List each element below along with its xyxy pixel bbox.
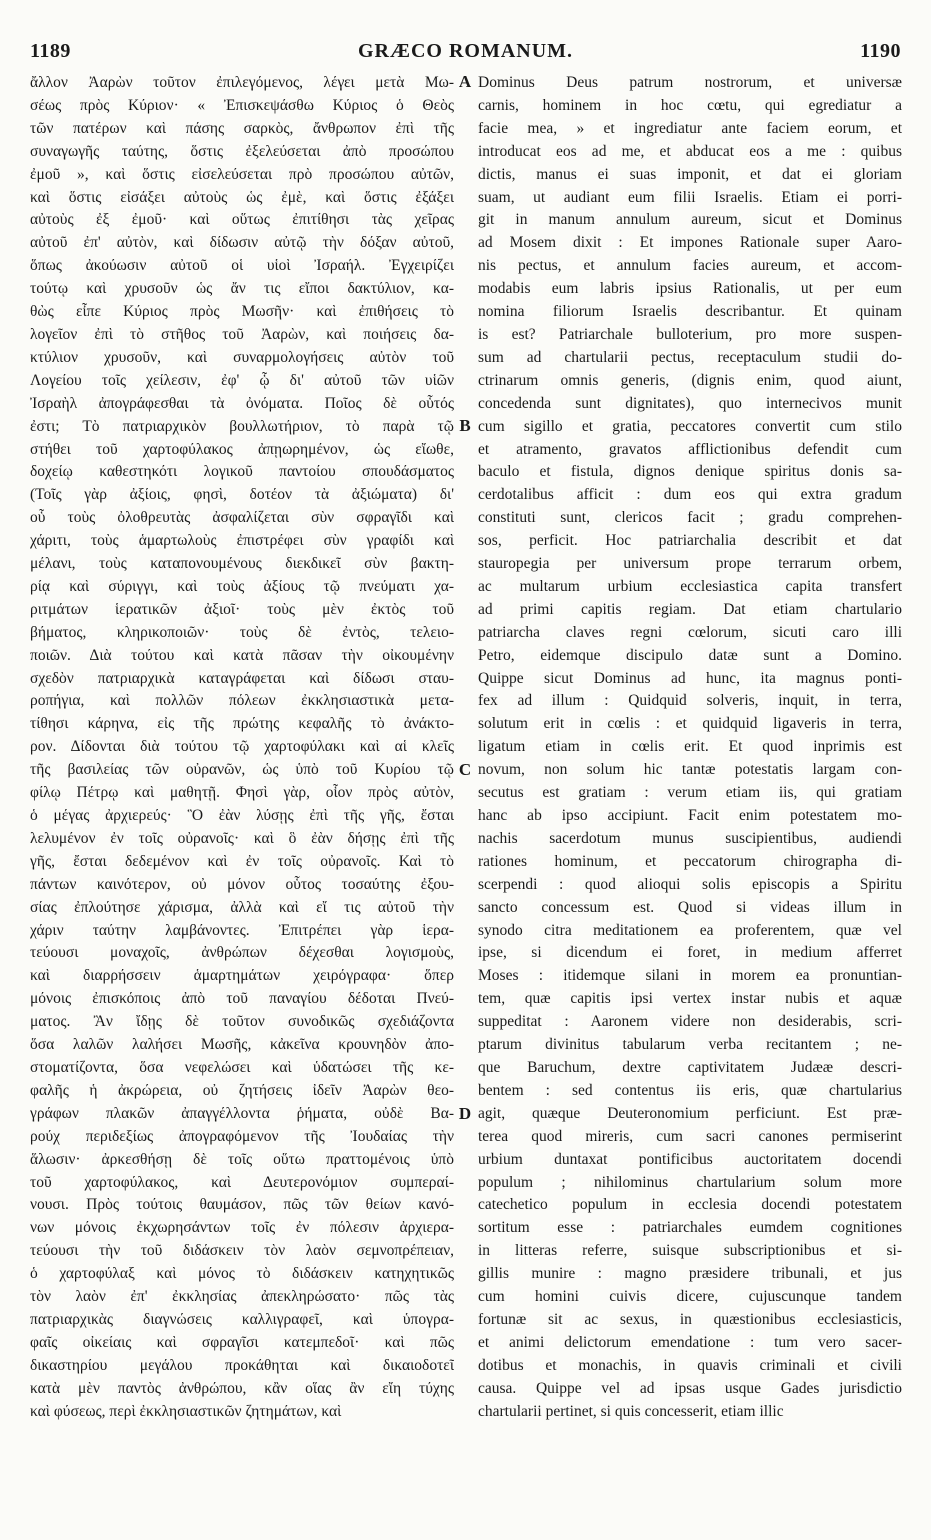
latin-text-line: novum, non solum hic tantæ potestatis largam con- [478,761,902,779]
latin-text-line: ad Mosem dixit : Et impones Rationale super Aaro- [478,234,902,252]
greek-text-line: τούτῳ καὶ χρυσοῦν ὡς ἄν τις εἴποι δακτύλιον, κα- [30,280,454,298]
greek-text-line: χάριτι, τοὺς ἁμαρτωλοὺς ἐπιστρέφει σὺν γραφίδι καὶ [30,532,454,550]
greek-text-line: τεύουσι μοναχοῖς, ἀνθρώπων δέχεσθαι λογισμοὺς, [30,944,454,962]
greek-text-line: καὶ ὅστις εἰσάξει αὐτοὺς ὡς ἐμὲ, καὶ ὅστις ἐξάξει [30,188,454,206]
latin-text-line: introducat eos ad me, et abducat eos a me : quibus [478,142,902,160]
greek-text-line: ρον. Δίδονται διὰ τούτου τῷ χαρτοφύλακι καὶ αἱ κλεῖς [30,738,454,756]
greek-text-line: γράφων πλακῶν ἀπαγγέλλοντα ῥήματα, οὐδὲ Βα- [30,1104,454,1122]
greek-text-line: ρίᾳ καὶ σύριγγι, καὶ τοὺς ἀξίους τῷ πνεύματι χα- [30,577,454,595]
greek-text-line: φίλῳ Πέτρῳ καὶ μαθητῇ. Φησὶ γὰρ, οἷον πρὸς αὐτὸν, [30,784,454,802]
latin-text-line: agit, quæque Deuteronomium perficiunt. Est præ- [478,1104,902,1122]
latin-text-line: synodo citra meditationem ea proferentem, quæ vel [478,921,902,939]
section-marker-c: C [458,760,472,779]
greek-column [30,72,454,1512]
latin-text-line: sum ad chartularii pectus, receptaculum studii do- [478,348,902,366]
latin-text-line: is est? Patriarchale bulloterium, pro more suspen- [478,325,902,343]
greek-text-line: ματος. Ἂν ἴδῃς δὲ τοῦτον συνοδικῶς σχεδιάζοντα [30,1013,454,1031]
latin-text-line: tem, quæ capitis ipsi vertex instar nubis et aquæ [478,990,902,1008]
greek-text-line: (Τοῖς γὰρ ἀξίοις, φησὶ, δοτέον τὰ ἀξιώματα) δι' [30,486,454,504]
latin-text-line: ctrinarum omnis generis, (dignis enim, quod aiunt, [478,371,902,389]
latin-text-line: baculo et fistula, dignos denique spiritus donis sa- [478,463,902,481]
greek-text-line: αὐτοὺς ἐξ ἐμοῦ· καὶ οὕτως ἐπιτίθησι τὰς χεῖρας [30,211,454,229]
greek-text-line: καὶ διαρρήσσειν ἁμαρτημάτων χειρόγραφα· ὅπερ [30,967,454,985]
latin-text-line: cum sigillo et gratia, peccatores convertit cum stilo [478,417,902,435]
greek-text-line: τῆς βασιλείας τῶν οὐρανῶν, ὡς ὑπὸ τοῦ Κυρίου τῷ [30,761,454,779]
latin-text-line: ac multarum urbium ecclesiastica capita transfert [478,577,902,595]
latin-text-line: et atramento, gravatos afflictionibus defendit cum [478,440,902,458]
greek-text-line: Ἰσραὴλ ἀπογράφεσθαι τὰ ὀνόματα. Ποῖος δὲ οὗτός [30,394,454,412]
latin-text-line: nis pectus, et annulum facies aureum, et accom- [478,257,902,275]
latin-text-line: sos, perficit. Hoc patriarchalia describit et dat [478,532,902,550]
latin-text-line: chartularii pertinet, si quis concesserit, etiam illic [478,1402,784,1420]
greek-text-line: σχεδὸν πατριαρχικὰ καταγράφεται καὶ δίδωσι σταυ- [30,669,454,687]
page-number-left: 1189 [30,40,71,62]
greek-text-line: τὸν λαὸν ἐπ' ἐκκλησίας ἀπεκληρώσατο· πῶς τὰς [30,1288,454,1306]
latin-text-line: suam, ut audiant eum filii Israelis. Etiam ei porri- [478,188,902,206]
latin-text-line: gillis munire : magno præsidere tribunali, et jus [478,1265,902,1283]
greek-text-line: ὁ μέγας ἀρχιερεύς· Ὃ ἐὰν λύσῃς ἐπὶ τῆς γῆς, ἔσται [30,807,454,824]
greek-text-line: θὼς εἶπε Κύριος πρὸς Μωσῆν· καὶ ἐπιθήσεις τὸ [30,303,454,321]
latin-text-line: Dominus Deus patrum nostrorum, et universæ [478,74,902,91]
latin-text-line: stauropegia per universum prope terrarum orbem, [478,555,902,573]
greek-text-line: συναγωγῆς ταύτης, ὅστις ἐξελεύσεται ἀπὸ προσώπου [30,142,454,160]
greek-text-line: πάντων καινότερον, οὐ μόνον οὗτος τοσαύτης ἐξου- [30,875,454,893]
latin-text-line: ipse, si dicendum ei foret, in medium afferret [478,944,902,962]
section-marker-d: D [458,1104,472,1123]
greek-text-line: τῶν πατέρων καὶ πάσης σαρκὸς, ἄνθρωπον ἐπὶ τῆς [30,119,454,137]
greek-text-line: τοῦ χαρτοφύλακος, καὶ Δευτερονόμιον συμπεραί- [30,1173,454,1191]
greek-text-line: λογεῖον ἐπὶ τὸ στῆθος τοῦ Ἀαρὼν, καὶ ποιήσεις δα- [30,325,454,343]
latin-text-line: ligatum etiam in cœlis erit. Et quod inprimis est [478,738,902,756]
latin-text-line: urbium duntaxat pontificibus auctoritatem docendi [478,1150,902,1168]
latin-text-line: populum ; nihilominus chartularium solum more [478,1173,902,1191]
section-marker-b: B [459,416,471,435]
greek-text-line: στοματίζοντα, ὅσα νεφελώσει καὶ ὑδατώσει τῆς κε- [30,1058,454,1076]
latin-text-line: cerdotalibus afficit : dum eos qui extra gradum [478,486,902,504]
latin-text-line: et animi delictorum emendatione : tum vero sacer- [478,1333,902,1351]
latin-text-line: terea quod mireris, cum sacri canones permiserint [478,1127,902,1145]
greek-text-line: λελυμένον ἐν τοῖς οὐρανοῖς· καὶ ὃ ἐὰν δήσῃς ἐπὶ τῆς [30,829,454,847]
latin-text-line: sancto concessum est. Quod si videas illum in [478,898,902,916]
greek-text-line: κτύλιον χρυσοῦν, καὶ συναρμολογήσεις αὐτὸν τοῦ [30,348,454,366]
running-title: GRÆCO ROMANUM. [357,40,574,62]
page-header [30,40,901,72]
greek-text-line: ὁ χαρτοφύλαξ καὶ μόνος τὸ διδάσκειν κατηχητικῶς [30,1265,454,1283]
greek-text-line: φαῖς οἰκείαις καὶ σφραγῖσι κατεμπεδοῖ· καὶ πῶς [30,1333,454,1351]
greek-text-line: τίθησι κάρηνα, εἰς τῆς πρώτης κεφαλῆς τὸ ἀνάκτο- [30,715,454,733]
latin-text-line: catechetico populum in ecclesia docendi potestatem [478,1196,902,1214]
latin-text-line: hanc ab ipso accipiunt. Facit enim potestatem mo- [478,807,902,824]
greek-text-line: πατριαρχικὰς διαγνώσεις καλλιγραφεῖ, καὶ ὑπογρα- [30,1310,454,1328]
latin-text-line: patriarcha claves regni cœlorum, sicuti caro illi [478,623,902,641]
greek-text-line: Λογείου τοῖς χείλεσιν, ἐφ' ᾧ δι' αὐτοῦ τῶν υἱῶν [30,371,454,389]
latin-text-line: constituti sunt, clericos facit ; gradu comprehen- [478,509,902,527]
greek-text-line: γῆς, ἔσται δεδεμένον καὶ ἐν τοῖς οὐρανοῖς. Καὶ τὸ [30,852,454,870]
greek-text-line: ἐμοῦ », καὶ ὅστις εἰσελεύσεται πρὸ προσώπου αὐτῶν, [30,165,454,183]
latin-text-line: bentem : sed contentus iis eris, quæ chartularius [478,1081,902,1099]
greek-text-line: ποιῶν. Διὰ τούτου καὶ κατὰ πᾶσαν τὴν οἰκουμένην [30,646,454,664]
latin-text-line: secutus est gratiam : verum etiam iis, qui gratiam [478,784,902,802]
latin-text-line: dotibus et monachis, in quavis criminali et civili [478,1356,902,1374]
latin-text-line: rationes hominum, et peccatorum chirographa di- [478,852,902,870]
greek-text-line: ἅλωσιν· ἀρκεσθήσῃ δὲ τοῖς οὕτω πραττομένοις ὑπὸ [30,1150,454,1168]
greek-text-line: σέως πρὸς Κύριον· « Ἐπισκεψάσθω Κύριος ὁ Θεὸς [30,96,454,114]
latin-text-line: causa. Quippe vel ad ipsas usque Gades jurisdictio [478,1379,902,1397]
latin-text-line: nachis sacerdotum munus suscipientibus, audiendi [478,829,902,847]
latin-text-line: fex ad illum : Quidquid solveris, inquit, in terra, [478,692,902,710]
latin-text-line: Moses : itidemque silani in morem ea pronuntian- [478,967,902,985]
greek-text-line: στήθει τοῦ χαρτοφύλακος ἀπῃωρημένον, ὡς εἴωθε, [30,440,454,458]
latin-text-line: solutum erit in cœlis : et quidquid ligaveris in terra, [478,715,902,733]
greek-text-line: ρούχ περιδεξίως ἀπογραφόμενον τῆς Ἰουδαίας τὴν [30,1127,454,1145]
latin-text-line: in litteras referre, suisque subscriptionibus et si- [478,1242,902,1260]
latin-text-line: suppeditat : Aaronem videre non desiderabis, scri- [478,1013,902,1031]
greek-text-line: αὐτοῦ ἐπ' αὐτὸν, καὶ δίδωσιν αὐτῷ τὴν δόξαν αὐτοῦ, [30,234,454,252]
greek-text-line: σίας ἐπλούτησε χάρισμα, ἀλλὰ καὶ εἴ τις αὐτοῦ τὴν [30,898,454,916]
greek-text-line: φαλῆς ἡ ἀκρώρεια, οὐ ζητήσεις ἰδεῖν Ἀαρὼν θεο- [30,1081,454,1099]
latin-text-line: carnis, hominem in hoc cœtu, qui egrediatur a [478,96,902,114]
latin-text-line: ptarum divinitus tabularum verba recitantem ; ne- [478,1036,902,1054]
greek-text-line: μόνοις ἐπισκόποις ἀπὸ τοῦ παναγίου δέδοται Πνεύ- [30,990,454,1008]
greek-text-line: δικαστηρίου μεγάλου προκάθηται καὶ δικαιοδοτεῖ [30,1356,454,1374]
latin-text-line: que Baruchum, dextre captivitatem Judææ descri- [478,1058,902,1076]
greek-text-line: ροπήγια, καὶ πολλῶν πόλεων ἐκκλησιαστικὰ μετα- [30,692,454,710]
greek-text-line: καὶ φύσεως, περὶ ἐκκλησιαστικῶν ζητημάτων, καὶ [30,1402,342,1420]
greek-text-line: χάριν ταύτην λαμβάνοντες. Ἐπιτρέπει γὰρ ἱερα- [30,921,454,939]
latin-column [478,72,902,1512]
greek-text-line: τεύουσι τὴν τοῦ διδάσκειν τὸν λαὸν σεμνοπρέπειαν, [30,1242,454,1260]
latin-text-line: git in manum annulum aureum, sicut et Dominus [478,211,902,229]
greek-text-line: δοχείῳ καθεστηκότι λογικοῦ παντοίου σπουδάσματος [30,463,454,481]
page-number-right: 1190 [860,40,901,62]
latin-text-line: dictis, manus ei suas imponit, et dat ei gloriam [478,165,902,183]
greek-text-line: ὅσα λαλῶν λαλήσει Μωσῆς, κἀκεῖνα κρουνηδὸν ἀπο- [30,1036,454,1054]
latin-text-line: facie mea, » et ingrediatur ante faciem eorum, et [478,119,902,137]
latin-text-line: Petro, eidemque discipulo datæ sunt a Domino. [478,646,902,664]
latin-text-line: modabis eum labris ipsius Rationalis, ut per eum [478,280,902,298]
greek-text-line: ριτμάτων ἱερατικῶν ἀξιοῖ· τοὺς μὲν ἐκτὸς τοῦ [30,600,454,618]
latin-text-line: concedenda sunt dignitates), quo internecivos munit [478,394,902,412]
greek-text-line: μέλανι, τοὺς καταπονουμένους διεκδικεῖ σὺν βακτη- [30,555,454,573]
latin-text-line: nomina filiorum Israelis describantur. Et quinam [478,303,902,321]
section-marker-a: A [458,72,472,91]
latin-text-line: ad primi capitis regiam. Dat etiam chartulario [478,600,902,618]
greek-text-line: ἐστι; Τὸ πατριαρχικὸν βουλλωτήριον, τὸ παρὰ τῷ [30,417,454,435]
greek-text-line: νουσι. Πρὸς τούτοις θαυμάσον, πῶς τῶν θείων κανό- [30,1196,454,1214]
latin-text-line: Quippe sicut Dominus ad hunc, ita magnus ponti- [478,669,902,687]
greek-text-line: ὅπως ἀκούωσιν αὐτοῦ οἱ υἱοὶ Ἰσραήλ. Ἐγχειρίζει [30,257,454,275]
greek-text-line: κατὰ μὲν παντὸς ἀνθρώπου, κἂν οἵας ἂν εἴη τύχης [30,1379,454,1397]
greek-text-line: βήματος, κληρικοποιῶν· τοὺς δὲ ἐντὸς, τελειο- [30,623,454,641]
greek-text-line: οὗ τοὺς ὀλοθρευτὰς ἀσφαλίζεται σὺν σφραγῖδι καὶ [30,509,454,527]
latin-text-line: cum homini cuivis dicere, cujuscunque tandem [478,1288,902,1306]
latin-text-line: sortitum esse : patriarchales eumdem cognitiones [478,1219,902,1237]
latin-text-line: scerpendi : quod alioqui solis episcopis a Spiritu [478,875,902,893]
latin-text-line: fortunæ sit ac sexus, in quæstionibus ecclesiasticis, [478,1310,902,1328]
greek-text-line: ἄλλον Ἀαρὼν τοῦτον ἐπιλεγόμενος, λέγει μετὰ Μω- [30,74,454,91]
greek-text-line: νων μόνοις ἐκχωρησάντων τοῖς ἐν πόλεσιν ἀρχιερα- [30,1219,454,1237]
